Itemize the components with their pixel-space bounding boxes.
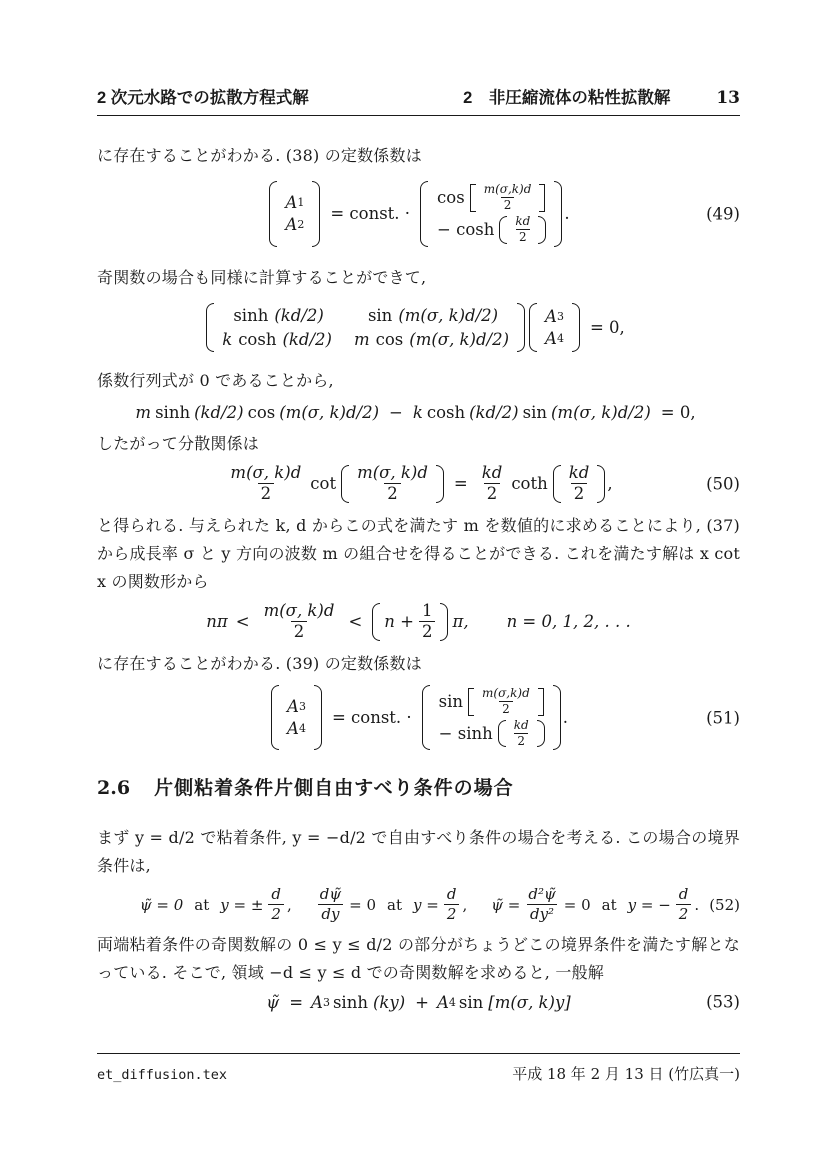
left-paren [420, 181, 428, 247]
equation-52 [97, 886, 740, 923]
left-bracket [468, 688, 474, 716]
section-number: 2.6 [97, 777, 131, 800]
vector-row [545, 307, 564, 326]
expr: y = ± [220, 895, 264, 914]
paragraph: に存在することがわかる. (38) の定数係数は [97, 146, 422, 165]
punctuation: . [562, 708, 568, 727]
fraction [419, 602, 436, 642]
equation-npi [97, 602, 740, 642]
running-title-left: 2 次元水路での拡散方程式解 [97, 89, 309, 107]
paragraph: 奇関数の場合も同様に計算することができて, [97, 267, 427, 287]
equation-determinant [97, 403, 740, 422]
left-paren [553, 465, 561, 503]
equation-number: (49) [706, 204, 740, 224]
subscript: 4 [298, 722, 306, 735]
fraction [479, 464, 506, 504]
relation: = 0, [660, 402, 696, 422]
left-paren [269, 181, 277, 247]
equation-number: (51) [706, 708, 740, 727]
var: A [285, 193, 298, 213]
denominator: 2 [258, 483, 275, 503]
numerator: kd [515, 213, 531, 228]
argument: (m(σ, k)d/2) [279, 402, 379, 422]
left-bracket [470, 184, 476, 212]
punctuation: , [287, 895, 292, 914]
left-paren [341, 465, 349, 503]
expr: ψ̃ = 0 [139, 895, 184, 914]
at-word: at [194, 895, 210, 914]
relation: < [348, 612, 363, 632]
right-paren [314, 685, 322, 751]
paragraph: に存在することがわかる. (39) の定数係数は [97, 653, 422, 673]
numerator: kd [568, 462, 590, 482]
denominator: dy² [527, 904, 557, 923]
vector-row [285, 215, 304, 234]
right-paren [436, 465, 444, 503]
stacked-entries [430, 180, 552, 248]
function: sin [367, 305, 393, 325]
denominator: 2 [516, 229, 530, 244]
expr: y = − [627, 895, 671, 914]
entry-row [434, 183, 547, 213]
subscript: 1 [297, 196, 305, 210]
equation-49 [97, 180, 740, 248]
matrix-cell [354, 330, 509, 349]
equation-number: (50) [706, 474, 740, 494]
paragraph: と得られる. 与えられた k, d からこの式を満たす m を数値的に求めることにより, (37) から成長率 σ と y 方向の波数 m の組合せを得ることができる. これを満たす解は x cot x の関数形から [97, 515, 740, 591]
left-paren [499, 216, 507, 244]
vector-row [287, 697, 306, 716]
denominator: 2 [514, 733, 528, 748]
expr: y = [413, 895, 439, 914]
expr: = 0 [563, 895, 591, 914]
argument: (m(σ, k)d/2) [398, 305, 499, 325]
numerator: m(σ,k)d [483, 182, 532, 196]
punctuation: . [694, 895, 700, 914]
stacked-entries [432, 684, 551, 752]
subscript: 3 [556, 309, 564, 323]
operator: + [415, 992, 429, 1012]
function: sin [438, 692, 464, 712]
function: sin [522, 402, 547, 422]
argument: (m(σ, k)d/2) [550, 402, 651, 422]
punctuation: , [607, 474, 613, 494]
right-bracket [539, 184, 545, 212]
running-title-right: 2 非圧縮流体の粘性拡散解 [463, 89, 671, 107]
numerator: dψ̃ [319, 885, 342, 904]
left-paren [529, 303, 537, 352]
term [437, 993, 456, 1012]
var: m [135, 402, 152, 422]
expr: = 0 [349, 895, 377, 914]
function: cos [247, 402, 276, 422]
fraction [444, 886, 460, 923]
at-word: at [601, 895, 617, 914]
argument: (kd/2) [274, 305, 324, 325]
var: A [545, 328, 557, 348]
fraction [511, 719, 532, 749]
denominator: 2 [384, 483, 401, 503]
relation: = [453, 474, 468, 494]
fraction [481, 183, 535, 213]
function: − cosh [437, 220, 495, 240]
matrix-cell [365, 306, 498, 325]
operator: − [389, 402, 403, 422]
right-paren [572, 303, 580, 352]
var: A [287, 719, 299, 738]
fraction [227, 464, 304, 504]
var: A [285, 215, 298, 235]
argument: [m(σ, k)y] [488, 992, 571, 1012]
numerator: m(σ, k)d [357, 462, 428, 482]
function: − sinh [438, 723, 493, 743]
numerator: d [678, 885, 689, 904]
subscript: 3 [298, 700, 306, 713]
right-paren [440, 603, 448, 641]
relation: = 0, [589, 317, 625, 337]
var: k [222, 329, 233, 349]
fraction [479, 687, 533, 717]
numerator: kd [513, 717, 529, 732]
argument: (kd/2) [469, 402, 519, 422]
function: sinh [332, 992, 368, 1012]
fraction [566, 464, 593, 504]
at-word: at [387, 895, 403, 914]
function: sinh [155, 402, 191, 422]
subscript: 2 [297, 218, 305, 232]
matrix-cell [230, 306, 324, 325]
numerator: m(σ, k)d [230, 462, 302, 482]
vector-row [285, 193, 304, 212]
vector-row [287, 719, 306, 738]
page-footer [97, 1053, 740, 1084]
right-paren [538, 216, 546, 244]
paragraph: 両端粘着条件の奇関数解の 0 ≤ y ≤ d/2 の部分がちょうどこの境界条件を満たす解となっている. そこで, 領域 −d ≤ y ≤ d での奇関数解を求めると, 一般解 [97, 934, 740, 982]
date-author: 平成 18 年 2 月 13 日 (竹広真一) [512, 1065, 740, 1083]
equation-number: (53) [706, 992, 740, 1012]
denominator: 2 [571, 483, 588, 503]
function: coth [511, 474, 548, 494]
left-paren [422, 685, 430, 751]
numerator: 1 [421, 600, 433, 620]
equation-51 [97, 684, 740, 752]
page-number: 13 [716, 88, 740, 108]
numerator: m(σ,k)d [482, 685, 530, 700]
matrix-cell [222, 330, 332, 349]
relation: = const. · [330, 204, 411, 224]
left-paren [271, 685, 279, 751]
bc-clause [138, 886, 292, 923]
fraction [354, 464, 431, 504]
running-header [97, 84, 740, 116]
source-filename: et_diffusion.tex [97, 1067, 228, 1083]
var: m [353, 329, 370, 349]
argument: (kd/2) [282, 329, 332, 349]
right-paren [517, 303, 525, 352]
denominator: dy [318, 904, 342, 923]
coefficient-matrix [216, 302, 515, 353]
function: cot [310, 474, 337, 494]
relation: = [289, 992, 304, 1012]
numerator: m(σ, k)d [263, 600, 335, 620]
denominator: 2 [419, 621, 436, 641]
var: n + [384, 612, 414, 632]
relation: < [235, 612, 250, 632]
expr: ψ̃ = [491, 895, 521, 914]
denominator: 2 [676, 904, 692, 923]
running-header-right [463, 84, 740, 108]
var: A [436, 992, 449, 1012]
paragraph: したがって分散関係は [97, 433, 260, 453]
right-paren [312, 181, 320, 247]
term [311, 993, 330, 1012]
right-bracket [538, 688, 544, 716]
left-paren [372, 603, 380, 641]
function: cos [437, 188, 465, 208]
vector-row [545, 329, 564, 348]
paragraph: まず y = d/2 で粘着条件, y = −d/2 で自由すべり条件の場合を考える. この場合の境界条件は, [97, 828, 740, 876]
right-paren [597, 465, 605, 503]
function: cosh [238, 329, 277, 349]
subscript: 4 [556, 331, 564, 345]
vector-a34 [539, 303, 570, 352]
numerator: kd [481, 462, 503, 482]
argument: (m(σ, k)d/2) [409, 329, 510, 349]
equation-matrix [97, 302, 740, 353]
fraction [268, 886, 284, 923]
function: cosh [426, 402, 466, 422]
numerator: d [271, 885, 281, 904]
vector-a12 [279, 189, 310, 238]
function: sin [458, 992, 484, 1012]
section-title: 片側粘着条件片側自由すべり条件の場合 [154, 778, 514, 800]
right-paren [553, 685, 561, 751]
punctuation: , [462, 895, 468, 914]
denominator: 2 [291, 621, 308, 641]
bc-clause [489, 886, 699, 923]
equation-number: (52) [709, 895, 740, 914]
relation: = const. · [331, 708, 412, 727]
page-content [97, 84, 740, 1018]
entry-row [436, 719, 547, 749]
fraction [676, 886, 692, 923]
var: π, [452, 612, 469, 632]
denominator: 2 [484, 483, 501, 503]
var: ψ̃ [266, 992, 280, 1012]
argument: (ky) [372, 992, 406, 1012]
var: A [311, 992, 323, 1012]
condition: n = 0, 1, 2, . . . [506, 612, 631, 632]
left-paren [498, 720, 506, 748]
denominator: 2 [444, 904, 460, 923]
section-heading [97, 773, 740, 800]
numerator: d [446, 885, 457, 904]
right-paren [537, 720, 545, 748]
argument: (kd/2) [194, 402, 244, 422]
var: A [287, 697, 299, 716]
denominator: 2 [499, 701, 513, 716]
subscript: 4 [448, 995, 456, 1009]
entry-row [434, 215, 548, 245]
punctuation: . [564, 204, 570, 224]
subscript: 3 [322, 995, 330, 1009]
denominator: 2 [268, 904, 284, 923]
numerator: d²ψ̃ [528, 885, 556, 904]
function: cos [375, 329, 404, 349]
var: k [412, 402, 423, 422]
denominator: 2 [501, 197, 515, 212]
fraction [525, 886, 558, 923]
vector-a34 [281, 693, 312, 742]
left-paren [206, 303, 214, 352]
paragraph: 係数行列式が 0 であることから, [97, 370, 334, 390]
var: A [545, 306, 557, 326]
right-paren [554, 181, 562, 247]
function: sinh [233, 305, 269, 325]
fraction [261, 602, 338, 642]
equation-53 [97, 993, 740, 1012]
fraction [512, 215, 533, 245]
var: nπ [206, 612, 228, 632]
entry-row [436, 687, 546, 717]
equation-50 [97, 464, 740, 504]
fraction [317, 886, 344, 923]
bc-clause [314, 886, 467, 923]
